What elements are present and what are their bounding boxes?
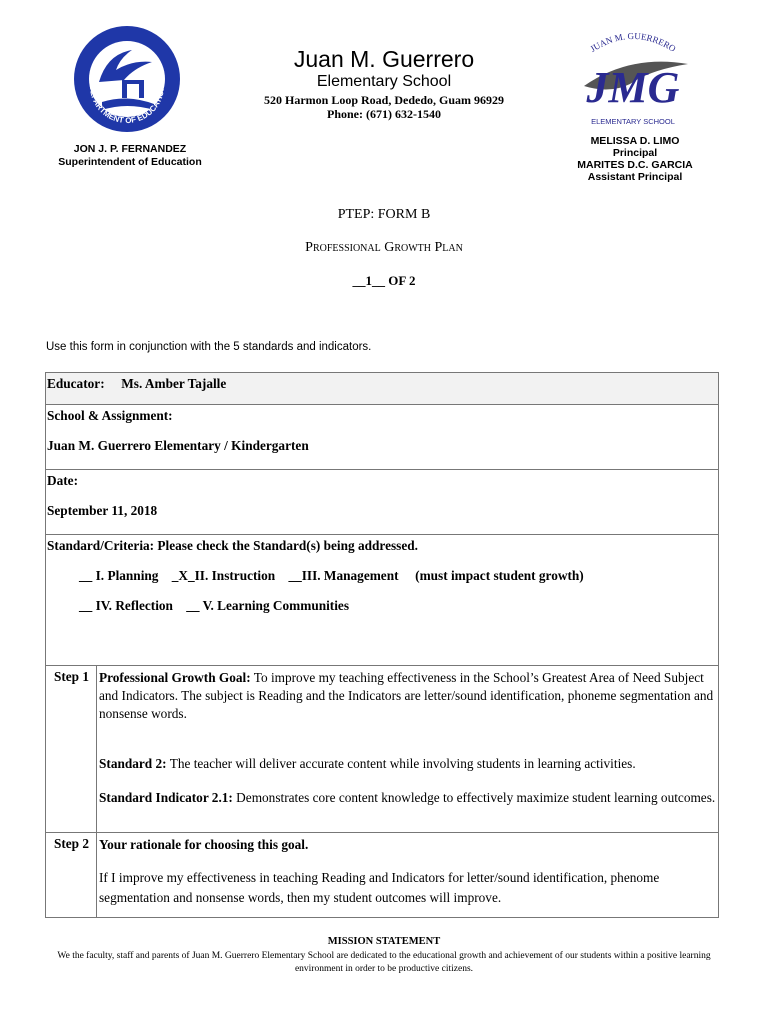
assistant-principal-name: MARITES D.C. GARCIA: [577, 159, 693, 171]
indicator-text: Demonstrates core content knowledge to effectively maximize student learning outcomes.: [232, 790, 716, 805]
rationale-text: If I improve my effectiveness in teaching Reading and Indicators for letter/sound identification, phenome segmentation and nonsense words, then my student outcomes will improve.: [99, 870, 660, 905]
step2-row: [46, 833, 719, 918]
growth-plan-table: [45, 372, 719, 918]
page-counter: __1__ OF 2: [352, 273, 416, 288]
educator-value: Ms. Amber Tajalle: [121, 376, 227, 391]
standard-options-line1: __ I. Planning _X_II. Instruction __III. Management (must impact student growth): [79, 568, 584, 583]
svg-text:JMG: JMG: [586, 63, 680, 112]
standard-options-line2: __ IV. Reflection __ V. Learning Communities: [79, 598, 350, 613]
svg-text:ELEMENTARY SCHOOL: ELEMENTARY SCHOOL: [591, 117, 675, 126]
superintendent-block: [40, 143, 220, 169]
goal-paragraph: [99, 669, 718, 723]
svg-text:DEPARTMENT OF EDUCATION: DEPARTMENT OF EDUCATION: [87, 84, 167, 126]
standard2-paragraph: [99, 755, 718, 773]
superintendent-title: Superintendent of Education: [58, 156, 202, 168]
school-assignment-label: School & Assignment:: [47, 408, 173, 423]
instruction-text: Use this form in conjunction with the 5 standards and indicators.: [46, 341, 372, 353]
school-name: Juan M. Guerrero: [293, 46, 475, 72]
school-row: [46, 405, 719, 470]
standard2-text: The teacher will deliver accurate content while involving students in learning activities.: [166, 756, 636, 771]
superintendent-name: JON J. P. FERNANDEZ: [73, 143, 187, 155]
date-value: September 11, 2018: [47, 503, 158, 518]
school-address: 520 Harmon Loop Road, Dededo, Guam 96929: [263, 93, 505, 107]
goal-text: To improve my teaching effectiveness in the School’s Greatest Area of Need Subject and Indicators. The subject is Reading and the Indicators are letter/sound identification, phoneme segmentation and nonsense words.: [99, 670, 714, 721]
rationale-label: Your rationale for choosing this goal.: [99, 837, 309, 852]
principal-name: MELISSA D. LIMO: [590, 135, 680, 147]
step1-row: [46, 666, 719, 833]
standard-criteria-label: Standard/Criteria: Please check the Standard(s) being addressed.: [47, 538, 418, 553]
plan-title: Professional Growth Plan: [305, 240, 463, 255]
date-row: [46, 470, 719, 535]
step2-label: Step 2: [46, 833, 97, 918]
svg-text:JUAN M. GUERRERO: JUAN M. GUERRERO: [588, 30, 678, 54]
school-phone: Phone: (671) 632-1540: [327, 107, 441, 121]
goal-label: Professional Growth Goal:: [99, 670, 251, 685]
indicator-paragraph: [99, 789, 718, 807]
standard-row: [46, 535, 719, 666]
date-label: Date:: [47, 473, 79, 488]
step1-label: Step 1: [46, 666, 97, 833]
mission-statement: We the faculty, staff and parents of Juan M. Guerrero Elementary School are dedicated to the educational growth and achievement of our students within a positive learning environment in order to be productive citizens.: [57, 951, 711, 974]
form-title: PTEP: FORM B: [337, 207, 431, 222]
school-assignment-value: Juan M. Guerrero Elementary / Kindergarten: [47, 438, 309, 453]
mission-heading: MISSION STATEMENT: [327, 936, 441, 947]
educator-label: Educator:: [47, 376, 105, 391]
standard2-label: Standard 2:: [99, 756, 167, 771]
indicator-label: Standard Indicator 2.1:: [99, 790, 233, 805]
principal-title: Principal: [612, 147, 658, 159]
educator-row: [46, 373, 719, 405]
school-subtitle: Elementary School: [316, 73, 452, 90]
assistant-principal-title: Assistant Principal: [587, 171, 683, 183]
principal-block: [560, 135, 710, 183]
